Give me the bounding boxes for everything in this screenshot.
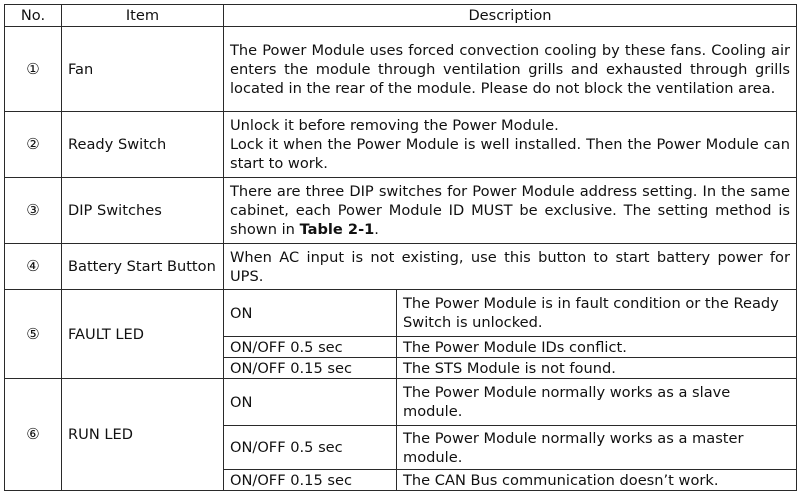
row-number: ② bbox=[5, 112, 62, 178]
item-description bbox=[224, 178, 797, 244]
table-row-dip-switches bbox=[5, 178, 797, 244]
table-row-fault-led bbox=[5, 290, 797, 337]
item-name: FAULT LED bbox=[62, 290, 224, 379]
item-name: DIP Switches bbox=[62, 178, 224, 244]
description-line: Unlock it before removing the Power Module. bbox=[230, 117, 559, 134]
table-row-run-led bbox=[5, 379, 797, 426]
item-description: When AC input is not existing, use this button to start battery power for UPS. bbox=[224, 244, 797, 290]
item-description bbox=[224, 112, 797, 178]
row-number: ① bbox=[5, 27, 62, 112]
led-state-meaning: The STS Module is not found. bbox=[397, 358, 797, 379]
row-number: ⑥ bbox=[5, 379, 62, 491]
item-name: RUN LED bbox=[62, 379, 224, 491]
led-state-meaning: The Power Module normally works as a slave module. bbox=[397, 379, 797, 426]
description-end: . bbox=[374, 221, 379, 238]
led-state-meaning: The Power Module IDs conflict. bbox=[397, 337, 797, 358]
header-item: Item bbox=[62, 5, 224, 27]
header-no: No. bbox=[5, 5, 62, 27]
row-number: ③ bbox=[5, 178, 62, 244]
led-state: ON bbox=[224, 379, 397, 426]
led-state: ON/OFF 0.15 sec bbox=[224, 470, 397, 491]
table-row-battery-start bbox=[5, 244, 797, 290]
item-name: Fan bbox=[62, 27, 224, 112]
header-row bbox=[5, 5, 797, 27]
table-row-fan bbox=[5, 27, 797, 112]
led-state: ON/OFF 0.5 sec bbox=[224, 426, 397, 470]
led-state-meaning: The Power Module normally works as a master module. bbox=[397, 426, 797, 470]
item-description: The Power Module uses forced convection cooling by these fans. Cooling air enters the module through ventilation grills and exhausted through grills located in the rear of the module. Please do not block the ventilation area. bbox=[224, 27, 797, 112]
item-name: Battery Start Button bbox=[62, 244, 224, 290]
row-number: ⑤ bbox=[5, 290, 62, 379]
power-module-parts-table bbox=[4, 4, 797, 491]
led-state-meaning: The Power Module is in fault condition or the Ready Switch is unlocked. bbox=[397, 290, 797, 337]
led-state: ON/OFF 0.5 sec bbox=[224, 337, 397, 358]
row-number: ④ bbox=[5, 244, 62, 290]
led-state-meaning: The CAN Bus communication doesn’t work. bbox=[397, 470, 797, 491]
table-row-ready-switch bbox=[5, 112, 797, 178]
description-line: Lock it when the Power Module is well installed. Then the Power Module can start to work. bbox=[230, 136, 790, 172]
description-text: There are three DIP switches for Power Module address setting. In the same cabinet, each Power Module ID MUST be exclusive. The setting method is shown in bbox=[230, 183, 790, 238]
led-state: ON/OFF 0.15 sec bbox=[224, 358, 397, 379]
header-description: Description bbox=[224, 5, 797, 27]
table-reference: Table 2-1 bbox=[299, 221, 375, 238]
item-name: Ready Switch bbox=[62, 112, 224, 178]
led-state: ON bbox=[224, 290, 397, 337]
document-page bbox=[4, 4, 797, 491]
